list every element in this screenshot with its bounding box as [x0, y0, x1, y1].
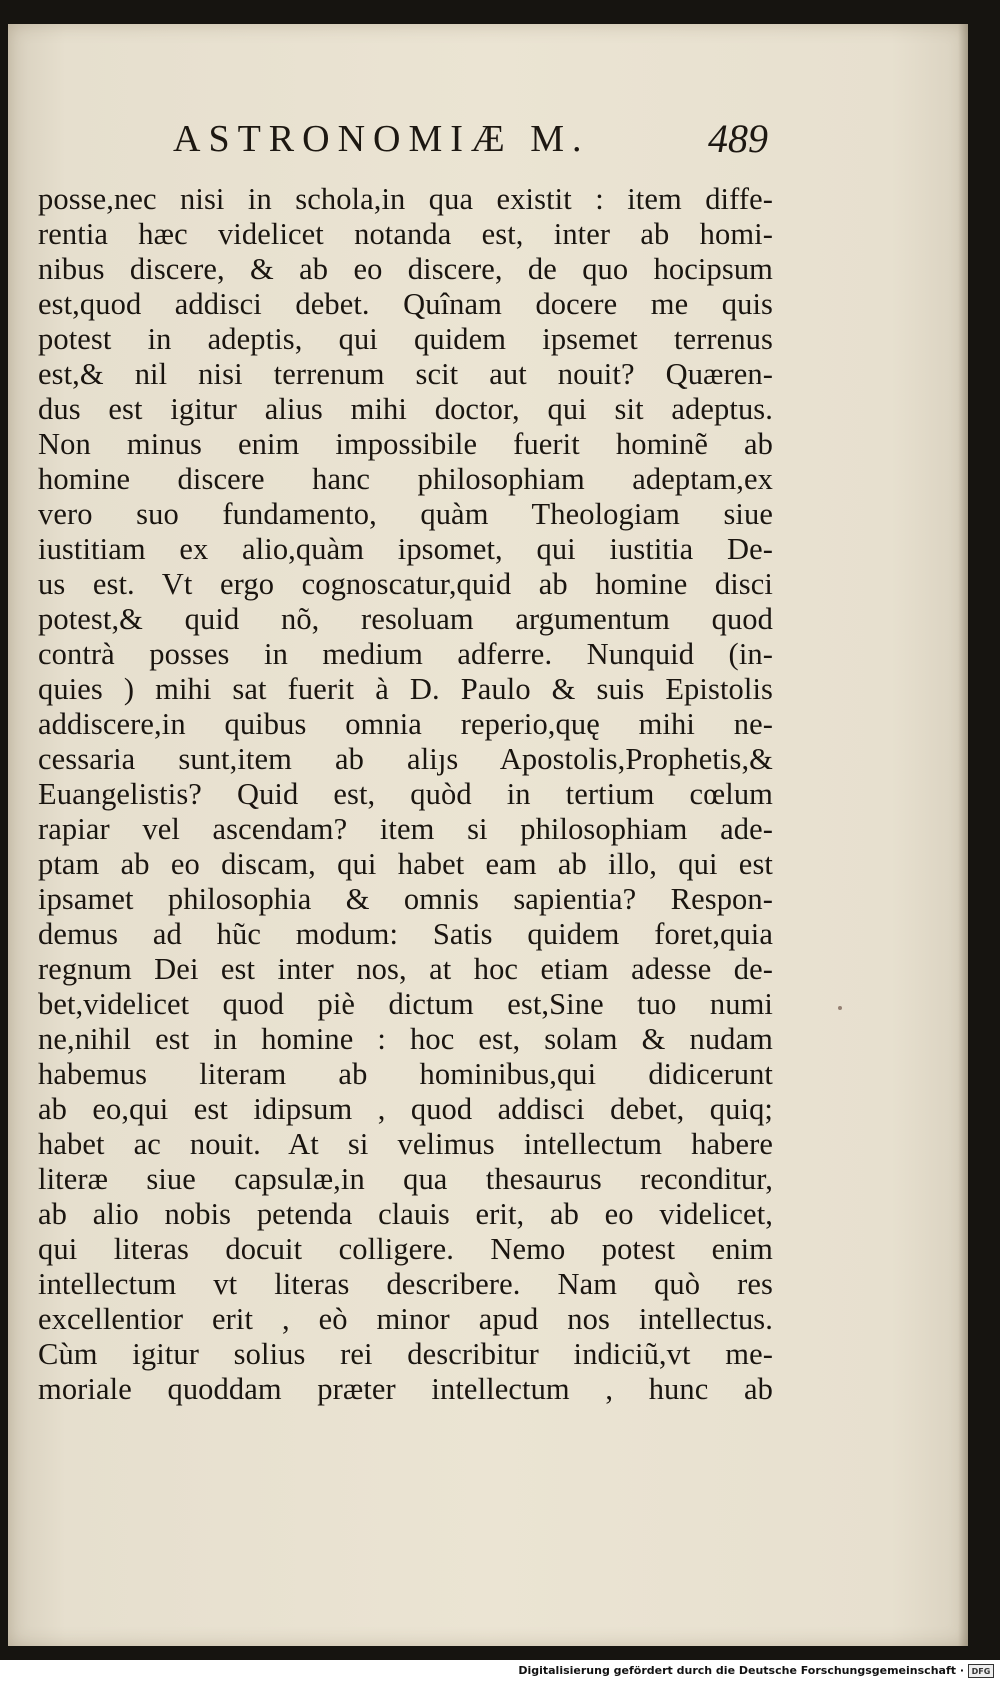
book-page — [8, 24, 968, 1646]
dfg-logo: DFG — [968, 1664, 994, 1678]
footer-credit: Digitalisierung gefördert durch die Deutsche Forschungsgemeinschaft · — [518, 1664, 964, 1677]
text-line: est,quod addisci debet. Quînam docere me quis — [38, 287, 773, 321]
text-line: habet ac nouit. At si velimus intellectum habere — [38, 1127, 773, 1161]
text-line: ipsamet philosophia & omnis sapientia? Respon- — [38, 882, 773, 916]
text-line: excellentior erit , eò minor apud nos intellectus. — [38, 1302, 773, 1336]
page-number: 489 — [708, 116, 768, 161]
body-text — [38, 182, 773, 1407]
text-line: homine discere hanc philosophiam adeptam,ex — [38, 462, 773, 496]
running-head — [158, 104, 768, 174]
text-line: intellectum vt literas describere. Nam quò res — [38, 1267, 773, 1301]
ink-spot — [838, 1006, 842, 1010]
text-line: Cùm igitur solius rei describitur indiciũ,vt me- — [38, 1337, 773, 1371]
text-line: ab eo,qui est idipsum , quod addisci debet, quiq; — [38, 1092, 773, 1126]
text-line: cessaria sunt,item ab aliȷs Apostolis,Prophetis,& — [38, 742, 773, 776]
text-line: regnum Dei est inter nos, at hoc etiam adesse de- — [38, 952, 773, 986]
text-line: vero suo fundamento, quàm Theologiam siue — [38, 497, 773, 531]
text-line: Non minus enim impossibile fuerit hominẽ ab — [38, 427, 773, 461]
footer-bar — [0, 1660, 1000, 1683]
text-line: habemus literam ab hominibus,qui didicerunt — [38, 1057, 773, 1091]
text-line: Euangelistis? Quid est, quòd in tertium cœlum — [38, 777, 773, 811]
text-line: posse,nec nisi in schola,in qua existit : item diffe- — [38, 182, 773, 216]
text-line: ab alio nobis petenda clauis erit, ab eo videlicet, — [38, 1197, 773, 1231]
text-line: moriale quoddam præter intellectum , hunc ab — [38, 1372, 773, 1406]
text-line: us est. Vt ergo cognoscatur,quid ab homine disci — [38, 567, 773, 601]
running-title: ASTRONOMIÆ M. — [173, 118, 590, 160]
text-line: dus est igitur alius mihi doctor, qui sit adeptus. — [38, 392, 773, 426]
text-line: iustitiam ex alio,quàm ipsomet, qui iustitia De- — [38, 532, 773, 566]
text-line: contrà posses in medium adferre. Nunquid (in- — [38, 637, 773, 671]
text-line: potest in adeptis, qui quidem ipsemet terrenus — [38, 322, 773, 356]
text-line: literæ siue capsulæ,in qua thesaurus reconditur, — [38, 1162, 773, 1196]
text-line: ne,nihil est in homine : hoc est, solam & nudam — [38, 1022, 773, 1056]
text-line: quies ) mihi sat fuerit à D. Paulo & suis Epistolis — [38, 672, 773, 706]
text-line: demus ad hũc modum: Satis quidem foret,quia — [38, 917, 773, 951]
page-edge-shadow — [958, 24, 968, 1646]
text-line: rapiar vel ascendam? item si philosophiam ade- — [38, 812, 773, 846]
text-line: rentia hæc videlicet notanda est, inter ab homi- — [38, 217, 773, 251]
text-line: bet,videlicet quod piè dictum est,Sine tuo numi — [38, 987, 773, 1021]
text-line: est,& nil nisi terrenum scit aut nouit? Quæren- — [38, 357, 773, 391]
text-line: potest,& quid nõ, resoluam argumentum quod — [38, 602, 773, 636]
text-line: qui literas docuit colligere. Nemo potest enim — [38, 1232, 773, 1266]
text-line: ptam ab eo discam, qui habet eam ab illo, qui est — [38, 847, 773, 881]
text-line: nibus discere, & ab eo discere, de quo hocipsum — [38, 252, 773, 286]
text-line: addiscere,in quibus omnia reperio,quę mihi ne- — [38, 707, 773, 741]
